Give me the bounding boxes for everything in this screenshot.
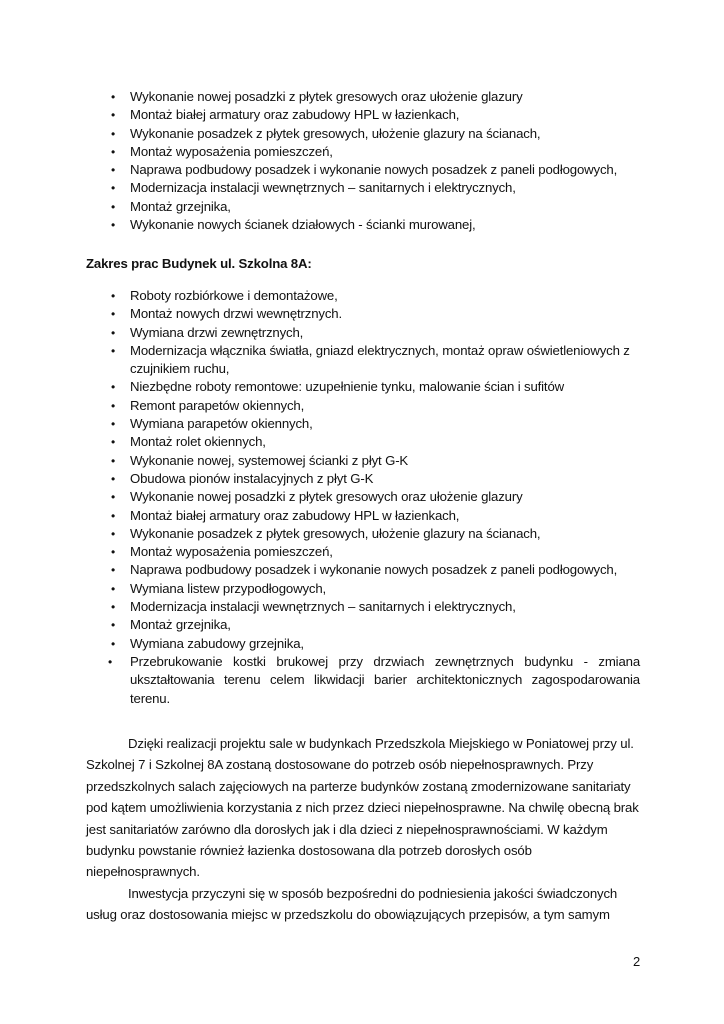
bullet-icon: • <box>110 325 116 340</box>
list-item <box>0 470 640 488</box>
list-item <box>0 397 640 415</box>
bullet-icon: • <box>110 435 116 450</box>
bullet-icon: • <box>110 343 116 358</box>
bullet-icon: • <box>110 453 116 468</box>
list-item-text: Roboty rozbiórkowe i demontażowe, <box>130 288 338 303</box>
list-item <box>0 88 640 106</box>
list-item <box>0 561 640 579</box>
list-item-text: Naprawa podbudowy posadzek i wykonanie nowych posadzek z paneli podłogowych, <box>130 162 618 178</box>
list-item <box>0 616 640 634</box>
list-item <box>0 598 640 616</box>
list-item-text: Modernizacja instalacji wewnętrznych – sanitarnych i elektrycznych, <box>130 180 516 196</box>
list-item <box>0 143 640 161</box>
list-item-text: Montaż grzejnika, <box>130 617 231 633</box>
list-item-text: Montaż białej armatury oraz zabudowy HPL w łazienkach, <box>130 507 460 523</box>
bullet-icon: • <box>110 380 116 395</box>
list-item-text: Obudowa pionów instalacyjnych z płyt G-K <box>130 470 374 486</box>
bullet-icon: • <box>110 126 116 141</box>
list-item <box>0 324 640 342</box>
bullet-icon: • <box>110 490 116 505</box>
list-item <box>0 433 640 451</box>
bullet-icon: • <box>110 581 116 596</box>
list-item <box>0 488 640 506</box>
list-item-text: Montaż grzejnika, <box>130 198 231 214</box>
bullet-icon: • <box>110 289 116 303</box>
bullet-icon: • <box>108 654 113 669</box>
list-item <box>0 378 640 396</box>
paragraph-text: Inwestycja przyczyni się w sposób bezpośredni do podniesienia jakości świadczonych usług oraz dostosowania miejsc w przedszkolu do obowiązujących przepisów, a tym samym <box>86 886 618 923</box>
page-number: 2 <box>633 954 641 969</box>
list-item <box>0 198 640 216</box>
list-item-text: Przebrukowanie kostki brukowej przy drzwiach zewnętrznych budynku - zmiana ukształtowania terenu celem likwidacji barier architektonicznych zagospodarowania terenu. <box>130 653 640 706</box>
list-item <box>0 580 640 598</box>
bullet-icon: • <box>110 163 116 178</box>
list-item <box>0 342 640 379</box>
list-item-text: Wykonanie nowej posadzki z płytek gresowych oraz ułożenie glazury <box>130 89 523 104</box>
list-item-text: Montaż nowych drzwi wewnętrznych. <box>130 306 342 322</box>
list-item-text: Wymiana zabudowy grzejnika, <box>130 635 304 651</box>
bullet-icon: • <box>110 600 116 615</box>
list-item <box>0 415 640 433</box>
list-item-text: Wymiana drzwi zewnętrznych, <box>130 324 304 340</box>
bullet-icon: • <box>110 398 116 413</box>
list-item <box>0 525 640 543</box>
list-item-text: Wykonanie nowych ścianek działowych - ścianki murowanej, <box>130 217 476 233</box>
list-item <box>0 635 640 653</box>
list-item <box>0 452 640 470</box>
list-item-text: Niezbędne roboty remontowe: uzupełnienie tynku, malowanie ścian i sufitów <box>130 379 565 395</box>
list-item <box>0 653 640 708</box>
bullet-icon: • <box>110 199 116 214</box>
paragraph-project-description <box>86 733 648 883</box>
list-item-text: Montaż wyposażenia pomieszczeń, <box>130 544 333 560</box>
list-item-text: Modernizacja instalacji wewnętrznych – sanitarnych i elektrycznych, <box>130 599 516 615</box>
bullet-icon: • <box>110 108 116 123</box>
bullet-icon: • <box>110 471 116 486</box>
list-item <box>0 216 640 234</box>
list-item-text: Modernizacja włącznika światła, gniazd elektrycznych, montaż opraw oświetleniowych z czujnikiem ruchu, <box>130 342 630 377</box>
list-item-text: Wymiana parapetów okiennych, <box>130 416 313 432</box>
section-heading: Zakres prac Budynek ul. Szkolna 8A: <box>86 256 312 271</box>
list-item-text: Montaż rolet okiennych, <box>130 434 266 450</box>
bullet-icon: • <box>110 618 116 633</box>
bullet-icon: • <box>110 563 116 578</box>
paragraph-text: Dzięki realizacji projektu sale w budynkach Przedszkola Miejskiego w Poniatowej przy ul. Szkolnej 7 i Szkolnej 8A zostaną dostosowane do potrzeb osób niepełnosprawnych. Przy przedszkolnych salach zajęciowych na parterze budynków zostaną zmodernizowane sanitariaty pod kątem umożliwienia korzystania z nich przez dzieci niepełnosprawne. Na chwilę obecną brak jest sanitariatów zarówno dla dorosłych jak i dla dzieci z niepełnosprawnościami. W każdym budynku powstanie również łazienka dostosowana dla potrzeb dorosłych osób niepełnosprawnych. <box>86 736 639 880</box>
bullet-icon: • <box>110 307 116 322</box>
list-item-text: Naprawa podbudowy posadzek i wykonanie nowych posadzek z paneli podłogowych, <box>130 562 618 578</box>
list-item <box>0 106 640 124</box>
list-item-text: Wykonanie posadzek z płytek gresowych, ułożenie glazury na ścianach, <box>130 125 541 141</box>
list-item <box>0 305 640 323</box>
bullet-icon: • <box>110 90 116 104</box>
list-item-text: Wykonanie nowej posadzki z płytek gresowych oraz ułożenie glazury <box>130 489 523 505</box>
bullet-icon: • <box>110 181 116 196</box>
work-scope-list-szkolna-8a <box>0 287 640 708</box>
bullet-icon: • <box>110 545 116 560</box>
list-item <box>0 543 640 561</box>
bullet-icon: • <box>110 508 116 523</box>
bullet-icon: • <box>110 526 116 541</box>
list-item <box>0 161 640 179</box>
list-item-text: Montaż wyposażenia pomieszczeń, <box>130 143 333 159</box>
list-item <box>0 507 640 525</box>
work-scope-list-top <box>0 88 640 234</box>
bullet-icon: • <box>110 144 116 159</box>
list-item-text: Remont parapetów okiennych, <box>130 397 305 413</box>
list-item-text: Wymiana listew przypodłogowych, <box>130 580 327 596</box>
list-item <box>0 287 640 305</box>
list-item <box>0 179 640 197</box>
list-item-text: Wykonanie posadzek z płytek gresowych, ułożenie glazury na ścianach, <box>130 525 541 541</box>
bullet-icon: • <box>110 417 116 432</box>
list-item <box>0 125 640 143</box>
paragraph-investment <box>86 883 648 926</box>
list-item-text: Wykonanie nowej, systemowej ścianki z płyt G-K <box>130 452 409 468</box>
list-item-text: Montaż białej armatury oraz zabudowy HPL w łazienkach, <box>130 107 460 123</box>
bullet-icon: • <box>110 636 116 651</box>
bullet-icon: • <box>110 218 116 233</box>
